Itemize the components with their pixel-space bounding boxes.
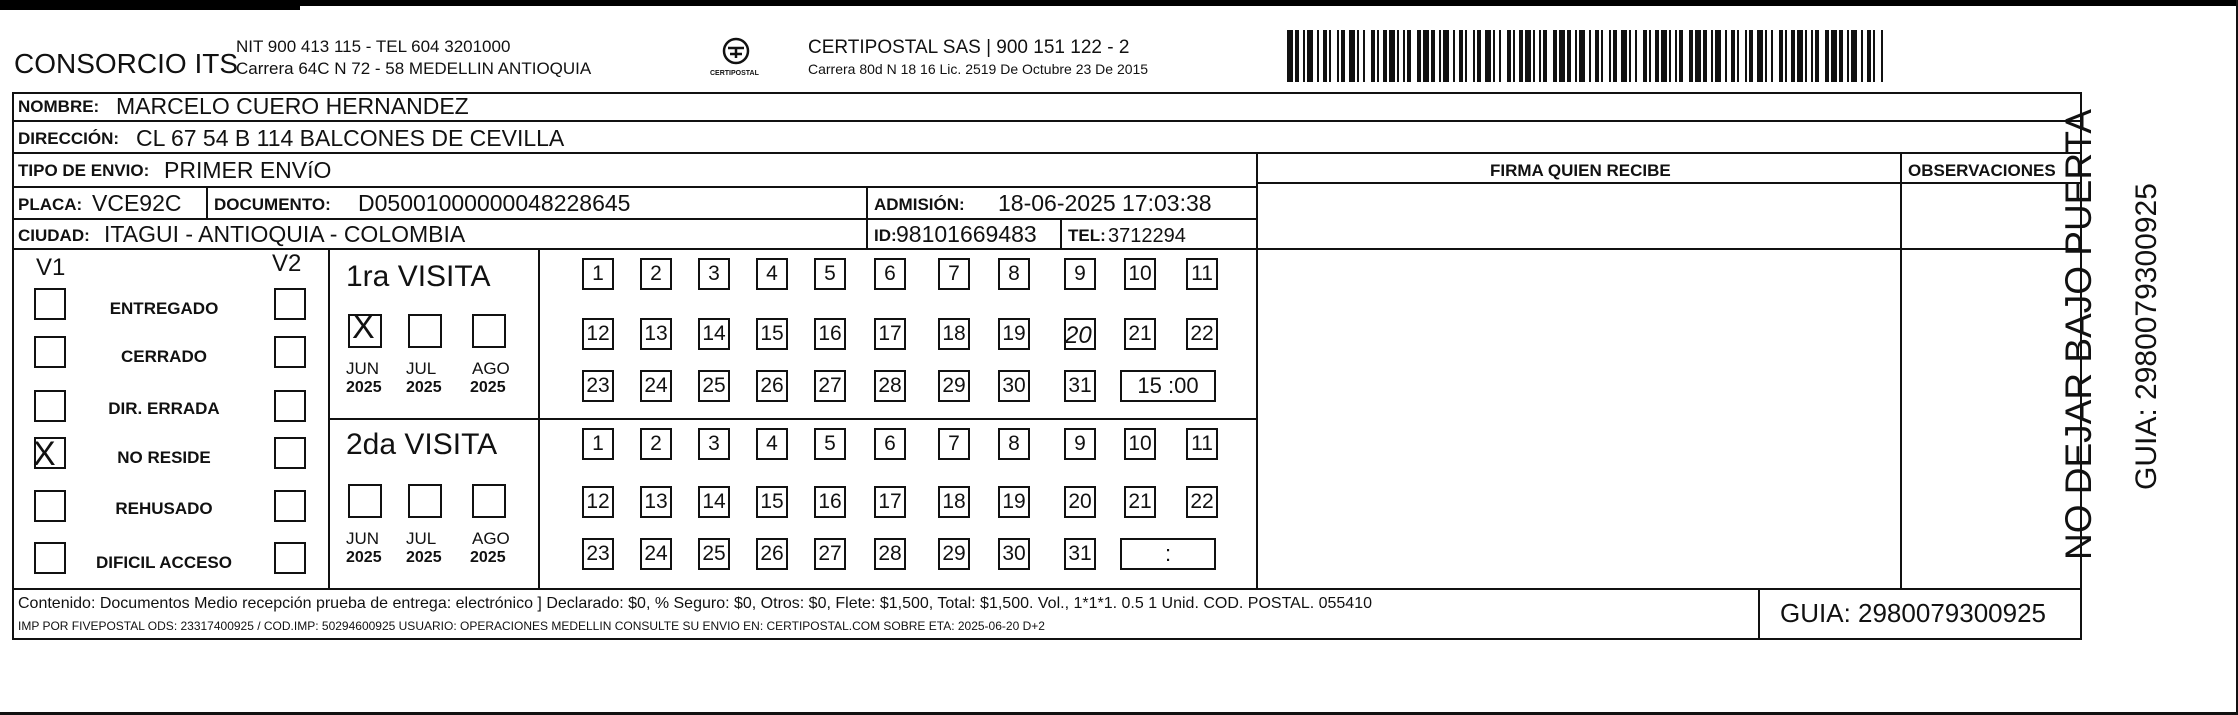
barcode-bar <box>1635 30 1637 82</box>
barcode-bar <box>1825 30 1829 82</box>
barcode-bar <box>1731 30 1735 82</box>
col-line <box>1060 218 1062 248</box>
barcode-bar <box>1661 30 1667 82</box>
second-visit-day[interactable]: 27 <box>814 538 846 570</box>
barcode-bar <box>1349 30 1355 82</box>
side-guia: GUIA: 2980079300925 <box>2130 183 2163 490</box>
barcode-bar <box>1389 30 1395 82</box>
col-line <box>1900 152 1902 588</box>
second-visit-day[interactable]: 11 <box>1186 428 1218 460</box>
first-visit-title: 1ra VISITA <box>346 260 491 293</box>
carrier-name: CERTIPOSTAL SAS | 900 151 122 - 2 <box>808 37 1130 58</box>
barcode-bar <box>1737 30 1739 82</box>
documento-value: D05001000000048228645 <box>358 190 631 216</box>
id-value: 98101669483 <box>896 221 1037 247</box>
first-visit-day[interactable]: 10 <box>1124 258 1156 290</box>
barcode-bar <box>1881 30 1883 82</box>
nombre-value: MARCELO CUERO HERNANDEZ <box>116 93 469 119</box>
barcode-bar <box>1329 30 1331 82</box>
col-line <box>1256 152 1258 588</box>
barcode-bar <box>1553 30 1557 82</box>
barcode-bar <box>1703 30 1707 82</box>
first-visit-day[interactable]: 28 <box>874 370 906 402</box>
second-visit-day[interactable]: 5 <box>814 428 846 460</box>
month-label: JUL <box>406 359 437 378</box>
year-label: 2025 <box>470 379 506 396</box>
second-visit-title: 2da VISITA <box>346 428 498 461</box>
second-visit-day[interactable]: 18 <box>938 486 970 518</box>
second-visit-day[interactable]: 4 <box>756 428 788 460</box>
first-visit-day[interactable]: 12 <box>582 318 614 350</box>
second-visit-day[interactable]: 14 <box>698 486 730 518</box>
first-day-mark: 20 <box>1065 322 1092 349</box>
barcode-bar <box>1715 30 1721 82</box>
year-label: 2025 <box>406 379 442 396</box>
footer-guia: GUIA: 2980079300925 <box>1780 598 2046 628</box>
barcode-bar <box>1679 30 1683 82</box>
barcode-bar <box>1357 30 1359 82</box>
first-visit-day[interactable]: 29 <box>938 370 970 402</box>
status-label: ENTREGADO <box>109 299 219 318</box>
status-label: DIR. ERRADA <box>108 399 220 418</box>
visit-divider <box>328 418 1256 420</box>
barcode-bar <box>1867 30 1871 82</box>
barcode-bar <box>1757 30 1763 82</box>
footer-content: Contenido: Documentos Medio recepción prueba de entrega: electrónico ] Declarado: $0, % Seguro: $0, Otros: $0, Flete: $1,500, Total: $1,500. Vol., 1*1*1. 0.5 1 Unid. COD. POSTAL. 055410 <box>18 595 1372 612</box>
barcode-bar <box>1861 30 1863 82</box>
barcode-bar <box>1675 30 1677 82</box>
barcode-bar <box>1575 30 1577 82</box>
barcode-bar <box>1431 30 1435 82</box>
barcode-bar <box>1539 30 1541 82</box>
barcode-bar <box>1525 30 1531 82</box>
barcode-bar <box>1473 30 1475 82</box>
first-visit-day[interactable]: 13 <box>640 318 672 350</box>
second-visit-day[interactable]: 22 <box>1186 486 1218 518</box>
barcode-bar <box>1579 30 1585 82</box>
status-label: REHUSADO <box>115 499 213 518</box>
first-visit-day[interactable]: 14 <box>698 318 730 350</box>
footer-print-info: IMP POR FIVEPOSTAL ODS: 23317400925 / COD.IMP: 50294600925 USUARIO: OPERACIONES MEDELLIN CONSULTE SU ENVIO EN: CERTIPOSTAL.COM SOBRE ETA: 2025-06-20 D+2 <box>18 619 1045 633</box>
barcode-bar <box>1669 30 1671 82</box>
carrier-address: Carrera 80d N 18 16 Lic. 2519 De Octubre 23 De 2015 <box>808 61 1149 77</box>
first-visit-day[interactable]: 11 <box>1186 258 1218 290</box>
barcode-bar <box>1363 30 1365 82</box>
first-visit-day[interactable]: 22 <box>1186 318 1218 350</box>
first-month-mark: X <box>352 308 375 346</box>
first-visit-day[interactable]: 15 <box>756 318 788 350</box>
first-visit-day[interactable]: 6 <box>874 258 906 290</box>
month-label: JUN <box>346 529 380 548</box>
direccion-label: DIRECCIÓN: <box>18 129 120 148</box>
barcode-bar <box>1847 30 1849 82</box>
top-edge-thick <box>0 0 300 10</box>
side-no-dejar: NO DEJAR BAJO PUERTA <box>2058 109 2099 560</box>
first-visit-time[interactable]: 15 :00 <box>1120 370 1216 402</box>
barcode-bar <box>1873 30 1875 82</box>
second-visit-day[interactable]: 12 <box>582 486 614 518</box>
first-visit-day[interactable]: 2 <box>640 258 672 290</box>
second-visit-day[interactable]: 23 <box>582 538 614 570</box>
first-visit-day[interactable]: 9 <box>1064 258 1096 290</box>
barcode-bar <box>1791 30 1795 82</box>
barcode-bar <box>1745 30 1747 82</box>
barcode-bar <box>1609 30 1611 82</box>
barcode-bar <box>1453 30 1455 82</box>
second-visit-day[interactable]: 9 <box>1064 428 1096 460</box>
status-label: CERRADO <box>121 347 207 366</box>
status-label: NO RESIDE <box>117 448 211 467</box>
barcode-bar <box>1417 30 1421 82</box>
second-visit-day[interactable]: 31 <box>1064 538 1096 570</box>
barcode-bar <box>1499 30 1501 82</box>
barcode-bar <box>1629 30 1631 82</box>
barcode-bar <box>1519 30 1523 82</box>
barcode-bar <box>1443 30 1449 82</box>
barcode-bar <box>1771 30 1773 82</box>
row-line <box>1256 182 2082 184</box>
barcode-bar <box>1559 30 1565 82</box>
year-label: 2025 <box>346 379 382 396</box>
barcode-bar <box>1287 30 1293 82</box>
barcode-bar <box>1811 30 1813 82</box>
no-reside-v1-mark: X <box>33 435 56 473</box>
v2-header: V2 <box>272 250 302 277</box>
month-label: JUN <box>346 359 380 378</box>
documento-label: DOCUMENTO: <box>214 195 331 214</box>
second-visit-day[interactable]: 1 <box>582 428 614 460</box>
v1-header: V1 <box>36 254 66 281</box>
first-visit-day[interactable]: 1 <box>582 258 614 290</box>
logo-caption: CERTIPOSTAL <box>710 70 759 77</box>
barcode-bar <box>1621 30 1627 82</box>
tel-label: TEL: <box>1068 226 1106 245</box>
barcode-bar <box>1477 30 1481 82</box>
second-visit-day[interactable]: 24 <box>640 538 672 570</box>
barcode-bar <box>1601 30 1603 82</box>
barcode-bar <box>1507 30 1511 82</box>
barcode-bar <box>1643 30 1647 82</box>
company-nit: NIT 900 413 115 - TEL 604 3201000 <box>236 37 511 56</box>
placa-label: PLACA: <box>18 195 83 214</box>
barcode-bar <box>1749 30 1753 82</box>
second-visit-day[interactable]: 25 <box>698 538 730 570</box>
second-visit-day[interactable]: 16 <box>814 486 846 518</box>
firma-label: FIRMA QUIEN RECIBE <box>1490 161 1671 180</box>
col-line <box>206 186 208 218</box>
row-line <box>12 120 2082 122</box>
col-line <box>866 186 868 248</box>
second-visit-day[interactable]: 21 <box>1124 486 1156 518</box>
row-line <box>12 588 2082 590</box>
tel-value: 3712294 <box>1108 225 1186 247</box>
company-name: CONSORCIO ITS <box>14 48 239 79</box>
barcode-bar <box>1689 30 1693 82</box>
second-visit-day[interactable]: 26 <box>756 538 788 570</box>
barcode-bar <box>1307 30 1313 82</box>
first-visit-day[interactable]: 16 <box>814 318 846 350</box>
second-visit-day[interactable]: 3 <box>698 428 730 460</box>
month-label: AGO <box>472 359 510 378</box>
barcode-bar <box>1341 30 1345 82</box>
placa-value: VCE92C <box>92 190 182 216</box>
id-label: ID: <box>874 226 897 245</box>
barcode-bar <box>1649 30 1651 82</box>
second-visit-day[interactable]: 6 <box>874 428 906 460</box>
barcode-bar <box>1805 30 1807 82</box>
barcode-bar <box>1589 30 1591 82</box>
ciudad-value: ITAGUI - ANTIOQUIA - COLOMBIA <box>104 221 466 247</box>
first-visit-day[interactable]: 7 <box>938 258 970 290</box>
second-visit-day[interactable]: 7 <box>938 428 970 460</box>
barcode-bar <box>1779 30 1783 82</box>
admision-label: ADMISIÓN: <box>874 195 965 214</box>
barcode-bar <box>1533 30 1535 82</box>
barcode-bar <box>1403 30 1405 82</box>
barcode-bar <box>1439 30 1441 82</box>
barcode-bar <box>1423 30 1429 82</box>
second-visit-month-checkbox[interactable] <box>472 484 506 518</box>
first-visit-day[interactable]: 30 <box>998 370 1030 402</box>
barcode-bar <box>1485 30 1491 82</box>
second-visit-time[interactable]: : <box>1120 538 1216 570</box>
barcode-bar <box>1295 30 1299 82</box>
first-visit-day[interactable]: 31 <box>1064 370 1096 402</box>
year-label: 2025 <box>406 549 442 566</box>
first-visit-day[interactable]: 23 <box>582 370 614 402</box>
second-visit-day[interactable]: 30 <box>998 538 1030 570</box>
second-visit-month-checkbox[interactable] <box>408 484 442 518</box>
admision-value: 18-06-2025 17:03:38 <box>998 190 1212 216</box>
first-visit-day[interactable]: 24 <box>640 370 672 402</box>
barcode-bar <box>1383 30 1387 82</box>
year-label: 2025 <box>470 549 506 566</box>
barcode-bar <box>1377 30 1379 82</box>
year-label: 2025 <box>346 549 382 566</box>
first-visit-day[interactable]: 25 <box>698 370 730 402</box>
certipostal-logo <box>706 34 766 84</box>
barcode-bar <box>1465 30 1467 82</box>
barcode-bar <box>1831 30 1837 82</box>
second-visit-day[interactable]: 13 <box>640 486 672 518</box>
barcode-bar <box>1725 30 1727 82</box>
first-visit-day[interactable]: 26 <box>756 370 788 402</box>
barcode-bar <box>1303 30 1305 82</box>
month-label: AGO <box>472 529 510 548</box>
barcode-bar <box>1839 30 1843 82</box>
barcode-bar <box>1323 30 1327 82</box>
second-visit-day[interactable]: 17 <box>874 486 906 518</box>
second-visit-day[interactable]: 19 <box>998 486 1030 518</box>
first-visit-day[interactable]: 8 <box>998 258 1030 290</box>
barcode-bar <box>1711 30 1713 82</box>
first-visit-day[interactable]: 21 <box>1124 318 1156 350</box>
second-visit-day[interactable]: 28 <box>874 538 906 570</box>
company-address: Carrera 64C N 72 - 58 MEDELLIN ANTIOQUIA <box>236 59 592 78</box>
row-line <box>12 186 1256 188</box>
nombre-label: NOMBRE: <box>18 97 100 116</box>
barcode-bar <box>1397 30 1399 82</box>
second-visit-month-checkbox[interactable] <box>348 484 382 518</box>
row-line <box>12 152 2082 154</box>
direccion-value: CL 67 54 B 114 BALCONES DE CEVILLA <box>136 125 565 151</box>
tipo-envio-label: TIPO DE ENVIO: <box>18 161 150 180</box>
barcode-bar <box>1613 30 1617 82</box>
status-label: DIFICIL ACCESO <box>95 553 232 572</box>
barcode-bar <box>1695 30 1701 82</box>
barcode-bar <box>1543 30 1547 82</box>
barcode-bar <box>1797 30 1803 82</box>
barcode-bar <box>1493 30 1495 82</box>
barcode <box>1287 30 1883 82</box>
second-visit-day[interactable]: 29 <box>938 538 970 570</box>
first-visit-day[interactable]: 18 <box>938 318 970 350</box>
barcode-bar <box>1371 30 1375 82</box>
first-visit-day[interactable]: 4 <box>756 258 788 290</box>
barcode-bar <box>1337 30 1339 82</box>
col-line <box>1758 588 1760 640</box>
month-label: JUL <box>406 529 437 548</box>
barcode-bar <box>1655 30 1659 82</box>
second-visit-day[interactable]: 20 <box>1064 486 1096 518</box>
first-visit-day[interactable]: 3 <box>698 258 730 290</box>
first-visit-day[interactable]: 17 <box>874 318 906 350</box>
first-visit-month-checkbox[interactable] <box>408 314 442 348</box>
second-visit-day[interactable]: 10 <box>1124 428 1156 460</box>
barcode-bar <box>1851 30 1857 82</box>
barcode-bar <box>1407 30 1411 82</box>
first-visit-day[interactable]: 5 <box>814 258 846 290</box>
barcode-bar <box>1513 30 1515 82</box>
barcode-bar <box>1459 30 1463 82</box>
top-edge <box>0 0 2238 6</box>
barcode-bar <box>1317 30 1319 82</box>
barcode-bar <box>1567 30 1571 82</box>
ciudad-label: CIUDAD: <box>18 226 90 245</box>
barcode-bar <box>1595 30 1599 82</box>
first-visit-day[interactable]: 19 <box>998 318 1030 350</box>
first-visit-day[interactable]: 27 <box>814 370 846 402</box>
second-visit-day[interactable]: 2 <box>640 428 672 460</box>
barcode-bar <box>1765 30 1767 82</box>
observaciones-label: OBSERVACIONES <box>1908 161 2056 180</box>
first-visit-month-checkbox[interactable] <box>472 314 506 348</box>
second-visit-day[interactable]: 8 <box>998 428 1030 460</box>
row-line <box>12 218 1256 220</box>
row-line <box>12 248 2082 250</box>
second-visit-day[interactable]: 15 <box>756 486 788 518</box>
barcode-bar <box>1785 30 1787 82</box>
tipo-envio-value: PRIMER ENVíO <box>164 157 332 183</box>
barcode-bar <box>1815 30 1819 82</box>
